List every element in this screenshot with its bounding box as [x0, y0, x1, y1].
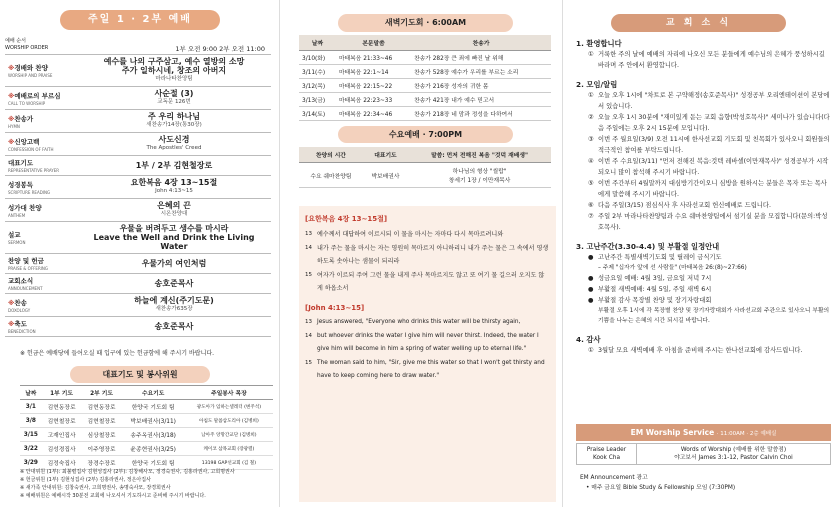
- order-label-ko: 예배 순서: [5, 38, 26, 44]
- em-table: [576, 443, 831, 465]
- verse-number: 14: [305, 333, 312, 339]
- news-item-marker: ⑥: [588, 202, 594, 209]
- worship-item-en: CALL TO WORSHIP: [8, 100, 46, 106]
- worship-row: [5, 87, 271, 110]
- worship-content-line: 예수를 나의 구주삼고, 예수 열방의 소망: [103, 57, 245, 66]
- worship-item-label: 신앙고백: [14, 137, 40, 146]
- worship-item-label: 경배와 찬양: [14, 64, 48, 72]
- worship-item-en: WORSHIP AND PRAISE: [8, 73, 53, 78]
- prayer-header: 날짜: [20, 386, 42, 400]
- news-item-marker: ③: [588, 136, 594, 143]
- worship-content-sub: 시온찬양대: [160, 211, 188, 217]
- star-icon: ※: [8, 320, 15, 328]
- prayer-cell: 송주옥권사(3/18): [122, 428, 185, 442]
- worship-order-header: [5, 38, 271, 54]
- worship-item-en: BENEDICTION: [8, 329, 36, 334]
- verse: [305, 357, 550, 383]
- worship-item-content: [77, 110, 271, 133]
- news-item-text: 주일 2부 마라나타찬양팀과 수요 쉐마찬양팀에서 섬기실 분을 모집합니다(문의:박성호목사).: [598, 213, 828, 231]
- prayer-header: 주일봉사 목장: [185, 386, 273, 400]
- dawn-cell: 3/13(금): [299, 93, 336, 107]
- verse-text: Jesus answered, "Everyone who drinks this water will be thirsty again,: [317, 319, 521, 325]
- worship-content-sub: 새찬송가635장: [155, 306, 193, 312]
- verse-number: 13: [305, 319, 312, 325]
- prayer-cell: 한양국 기도회 팀: [122, 400, 185, 414]
- news-item: [588, 345, 831, 356]
- dawn-cell: 찬송가 421장 내가 예수 믿고서: [411, 93, 551, 107]
- church-news: [576, 38, 831, 356]
- worship-row: [5, 199, 271, 222]
- prayer-cell: 3/15: [20, 428, 42, 442]
- dawn-cell: 마태복음 21:33~46: [336, 51, 411, 65]
- dawn-title: 새벽기도회 · 6:00AM: [338, 14, 513, 32]
- worship-item-name: [5, 156, 77, 176]
- worship-content-line: 요한복음 4장 13~15절: [130, 178, 218, 187]
- worship-row: [5, 222, 271, 254]
- worship-title: 주일 1 · 2부 예배: [60, 10, 220, 30]
- news-item-text: 거룩한 주의 날에 예배의 자리에 나오신 모든 분들에게 예수님의 은혜가 풍성하시길 바라며 주 안에서 환영합니다.: [598, 51, 825, 69]
- em-time: · 11:00AM · 2층 예배실: [716, 431, 777, 437]
- wed-header: 말씀: 먼저 전해진 복음 "것덕 재배생": [408, 147, 551, 163]
- worship-content-sub: The Apostles' Creed: [146, 145, 202, 151]
- prayer-cell: 아침도 말씀삼도리아 (김병희): [185, 414, 273, 428]
- dawn-cell: 3/10(화): [299, 51, 336, 65]
- prayer-cell: 한양국 기도회 팀: [122, 456, 185, 470]
- volunteer-notes: [20, 468, 275, 500]
- worship-item-label: 찬송: [14, 298, 27, 307]
- wednesday-table: [299, 147, 551, 188]
- prayer-cell: 심상철장로: [82, 428, 122, 442]
- news-item-text: 3월달 모요 새벽예배 후 아침을 준비해 주시는 한나선교회에 감사드립니다.: [598, 347, 803, 354]
- dawn-cell: 찬송가 282장 큰 죄에 빠진 날 위해: [411, 51, 551, 65]
- news-column: [566, 0, 835, 507]
- news-item-text: 오늘 오후 1시 30분에 "재미있게 돋는 교회 음향(박성호목사)" 세미나가 있습니다(다음 주일에는 오후 2시 15분에 모입니다).: [598, 114, 830, 132]
- dawn-cell: 마태복음 22:15~22: [336, 79, 411, 93]
- prayer-cell: 김현동장로: [82, 400, 122, 414]
- verse-number: 14: [305, 245, 312, 251]
- worship-item-content: [77, 254, 271, 274]
- worship-row: [5, 317, 271, 337]
- worship-item-content: [77, 199, 271, 222]
- scripture-verses-ko: [305, 228, 550, 295]
- prayer-cell: 13198 GAP선교회 (김 철): [185, 456, 273, 470]
- verse-text: but whoever drinks the water I give him will never thirst. Indeed, the water I give him will become in him a spring of water welling up to eternal life.": [317, 333, 539, 352]
- star-icon: ※: [8, 64, 15, 72]
- volunteer-note: ※ 예배위원은 예배시작 30분전 교회에 나오셔서 기도하시고 준비해 주시기 바랍니다.: [20, 493, 206, 499]
- em-words-label: Words of Worship (예배를 위한 말씀점): [680, 447, 787, 453]
- worship-item-name: [5, 222, 77, 254]
- worship-item-name: [5, 317, 77, 337]
- news-item-marker: ①: [588, 92, 594, 99]
- dawn-cell: 마태복음 22:1~14: [336, 65, 411, 79]
- prayer-cell: 김현철장로: [82, 414, 122, 428]
- worship-item-label: 대표기도: [8, 159, 34, 167]
- wed-header: 대표기도: [363, 147, 408, 163]
- verse: [305, 242, 550, 268]
- verse-number: 15: [305, 360, 312, 366]
- dawn-cell: 마태복음 22:23~33: [336, 93, 411, 107]
- worship-item-content: [77, 87, 271, 110]
- prayer-row: [20, 442, 273, 456]
- prayer-cell: 3/22: [20, 442, 42, 456]
- worship-row: [5, 133, 271, 156]
- em-ann-item: • 매주 금요일 Bible Study & Fellowship 모임 (7:30PM): [586, 485, 736, 491]
- prayer-header: 2부 기도: [82, 386, 122, 400]
- em-leader-name: Kook Cha: [592, 455, 621, 461]
- worship-item-label: 찬송가: [14, 114, 34, 123]
- wed-cell: 수요 쉐마찬양팀: [299, 163, 363, 188]
- prayer-cell: 3/8: [20, 414, 42, 428]
- dawn-row: [299, 51, 551, 65]
- worship-item-name: [5, 133, 77, 156]
- verse: [305, 330, 550, 356]
- prayer-cell: 케이코 삼목교회 (장광렬): [185, 442, 273, 456]
- worship-content-sub: 새찬송가14장(통30장): [146, 122, 202, 128]
- news-item-marker: ●: [588, 275, 594, 282]
- worship-item-label: 설교: [8, 231, 21, 239]
- prayer-table: [20, 385, 273, 470]
- worship-item-en: HYMN: [8, 123, 20, 129]
- verse: [305, 269, 550, 295]
- worship-item-name: [5, 55, 77, 87]
- news-item: [588, 252, 831, 263]
- news-section-heading: 3. 고난주간(3.30-4.4) 및 부활절 일정안내: [576, 242, 720, 251]
- news-item-text: 고난주간 특별새벽기도회 및 릴레이 금식기도: [598, 254, 722, 261]
- worship-content-sub: 교독문 126번: [157, 99, 191, 105]
- worship-item-label: 교회소식: [8, 277, 34, 285]
- em-ann-label: EM Announcement 광고: [580, 475, 648, 481]
- worship-row: [5, 274, 271, 294]
- news-item-text: 이번 주간부터 4월말까지 대심방기간이오니 심방을 원하시는 분들은 목자 또는 목사에게 말씀해 주시기 바랍니다.: [598, 180, 827, 198]
- dawn-row: [299, 65, 551, 79]
- em-leader-label: Praise Leader: [586, 447, 627, 453]
- worship-item-label: 축도: [14, 320, 27, 328]
- dawn-cell: 찬송가 218장 네 맘과 정성을 다하여서: [411, 107, 551, 121]
- volunteer-note: ※ 새가족 안내위원: 김창숙권사, 고희명권사, 송명숙사모, 장경희권사: [20, 485, 171, 491]
- worship-item-en: ANNOUNCEMENT: [8, 286, 43, 291]
- news-item: [588, 273, 831, 284]
- dawn-cell: 3/12(목): [299, 79, 336, 93]
- worship-item-label: 성경봉독: [8, 180, 34, 189]
- worship-item-content: [77, 294, 271, 317]
- worship-content-line: Leave the Well and Drink the Living Water: [93, 233, 255, 251]
- prayer-cell: 이주영장로: [82, 442, 122, 456]
- worship-item-name: [5, 254, 77, 274]
- service-times: 1부 오전 9:00 2부 오전 11:00: [175, 45, 265, 53]
- worship-content-line: 1부 / 2부 김현철장로: [135, 161, 213, 170]
- news-section-heading: 4. 감사: [576, 335, 601, 344]
- news-item: [588, 134, 831, 156]
- prayer-cell: 고재인집사: [42, 428, 82, 442]
- prayer-cell: 광도아가 임하는셀레더 (변주석): [185, 400, 273, 414]
- news-item: [588, 284, 831, 295]
- worship-item-en: PRAISE & OFFERING: [8, 266, 49, 271]
- prayer-cell: 박보배권사(3/11): [122, 414, 185, 428]
- news-item: [588, 90, 831, 112]
- news-item-marker: ⑤: [588, 180, 594, 187]
- worship-item-content: [77, 176, 271, 199]
- verse-number: 13: [305, 231, 312, 237]
- worship-item-label: 성가대 찬양: [8, 203, 42, 212]
- news-item-marker: ②: [588, 114, 594, 121]
- worship-item-content: [77, 274, 271, 294]
- dawn-cell: 3/11(수): [299, 65, 336, 79]
- worship-column: [0, 0, 277, 507]
- star-icon: ※: [8, 91, 15, 100]
- wednesday-title: 수요예배 · 7:00PM: [338, 126, 513, 143]
- worship-content-line: 하늘에 계신(주기도문): [134, 296, 214, 305]
- worship-item-content: [77, 133, 271, 156]
- worship-content-sub: John 4:13~15: [155, 188, 193, 194]
- prayer-header: 수요기도: [122, 386, 185, 400]
- news-sub-item: 부활절 오후 1시에 각 목장별 찬양 및 장기자랑대회가 사라선교회 주관으로 있사오니 부활의 기쁨을 나누는 은혜의 시간 되시길 바랍니다.: [598, 308, 830, 324]
- worship-content-line: 주가 일하시네, 창조의 아버지: [121, 66, 227, 75]
- news-item-marker: ●: [588, 297, 594, 304]
- em-title: EM Worship Service: [630, 428, 715, 437]
- services-column: [283, 0, 559, 507]
- volunteer-note: ※ 헌금위원 (1부) 김현성집사 (2부) 김홍라권사, 정은아집사: [20, 477, 151, 483]
- news-section-heading: 1. 환영합니다: [576, 39, 622, 48]
- dawn-table: [299, 35, 551, 121]
- news-item-marker: ①: [588, 347, 594, 354]
- news-item-marker: ⑦: [588, 213, 594, 220]
- em-words-text: 야고보서 James 3:1-12, Pastor Calvin Choi: [674, 455, 793, 461]
- verse-number: 15: [305, 272, 312, 278]
- wed-header: 찬양의 시간: [299, 147, 363, 163]
- verse-text: 여자가 이르되 주여 그런 물을 내게 주사 목마르지도 않고 또 여기 물 길으러 오지도 않게 하옵소서: [317, 272, 545, 292]
- worship-item-en: CONFESSION OF FAITH: [8, 146, 54, 152]
- news-item: [588, 112, 831, 134]
- news-item: [588, 200, 831, 211]
- worship-content-line: 사도신경: [158, 135, 190, 144]
- worship-item-content: [77, 55, 271, 87]
- verse-text: 예수께서 대답하여 이르시되 이 물을 마시는 자마다 다시 목마르려니와: [317, 231, 504, 238]
- worship-order-table: [5, 54, 271, 337]
- star-icon: ※: [8, 298, 15, 307]
- news-item: [588, 178, 831, 200]
- worship-content-line: 우물을 버려두고 생수를 마시라: [119, 224, 229, 233]
- scripture-ref-en: [John 4:13~15]: [305, 304, 365, 312]
- worship-item-en: ANTHEM: [8, 212, 26, 218]
- prayer-cell: 김정숙집사: [42, 456, 82, 470]
- worship-item-en: DOXOLOGY: [8, 307, 31, 313]
- prayer-cell: 김현철장로: [42, 414, 82, 428]
- order-label-en: WORSHIP ORDER: [5, 45, 49, 51]
- scripture-ref-ko: [요한복음 4장 13~15절]: [305, 215, 388, 223]
- worship-row: [5, 55, 271, 87]
- news-item-text: 부활절 새벽예배: 4월 5일, 주일 새벽 6시: [598, 286, 712, 293]
- news-item-marker: ●: [588, 254, 594, 261]
- dawn-header: 찬송가: [411, 35, 551, 51]
- dawn-row: [299, 107, 551, 121]
- news-sub-item: – 주제 "십자가 앞에 선 사람들" (마태복음 26:(8)~27:66): [598, 265, 747, 271]
- offering-note: ※ 헌금은 예배당에 들어오실 때 입구에 있는 헌금함에 해 주시기 바랍니다.: [20, 350, 215, 357]
- worship-item-name: [5, 87, 77, 110]
- worship-content-line: 은혜의 끈: [157, 201, 191, 210]
- news-item-text: 부활절 감사 목장별 찬양 및 장기자랑대회: [598, 297, 712, 304]
- prayer-cell: 3/29: [20, 456, 42, 470]
- news-item: [588, 211, 831, 233]
- worship-item-name: [5, 274, 77, 294]
- prayer-row: [20, 400, 273, 414]
- star-icon: ※: [8, 114, 15, 123]
- divider: [562, 0, 563, 507]
- news-item-text: 이번 주 수요일(3/11) "먼저 전해진 복음:것텍 레바셀(이만재목사)" 성경공부가 시작되오니 많이 참석해 주시기 바랍니다.: [598, 158, 829, 176]
- dawn-cell: 3/14(토): [299, 107, 336, 121]
- worship-item-content: [77, 222, 271, 254]
- worship-content-sub: 마라나타찬양팀: [155, 76, 193, 82]
- em-title-bar: [576, 424, 831, 441]
- dawn-cell: 찬송가 216장 성자의 귀한 몸: [411, 79, 551, 93]
- worship-content-line: 사순절 (3): [154, 89, 194, 98]
- prayer-cell: 김현동장로: [42, 400, 82, 414]
- news-title: 교 회 소 식: [611, 14, 786, 32]
- news-item-text: 다음 주일(3/15) 점심식사 후 사라선교회 헌신예배로 드립니다.: [598, 202, 771, 209]
- worship-content-line: 주 우리 하나님: [148, 112, 200, 121]
- scripture-verses-en: [305, 316, 550, 383]
- worship-item-label: 예배로의 부르심: [14, 91, 61, 100]
- wed-cell: 하나님의 형상 "씰랍": [452, 169, 507, 175]
- worship-item-name: [5, 294, 77, 317]
- worship-row: [5, 254, 271, 274]
- scripture-box: [299, 206, 556, 502]
- star-icon: ※: [8, 137, 15, 146]
- prayer-cell: 윤종현권사(3/25): [122, 442, 185, 456]
- news-item-marker: ①: [588, 51, 594, 58]
- news-item-text: 성금요일 예배: 4월 3일, 금요일 저녁 7시: [598, 275, 712, 282]
- news-item-text: 이번 주 월요일(3/9) 오전 11시에 한사선교회 기도회 및 친목회가 있사오니 회원들의 적극적인 참여를 부탁드립니다.: [598, 136, 830, 154]
- dawn-cell: 마태복음 22:34~46: [336, 107, 411, 121]
- worship-row: [5, 110, 271, 133]
- worship-item-content: [77, 156, 271, 176]
- worship-item-name: [5, 176, 77, 199]
- worship-item-en: SERMON: [8, 240, 26, 245]
- verse: [305, 316, 550, 329]
- worship-content-line: 송호준목사: [154, 279, 194, 288]
- prayer-cell: 김성경집사: [42, 442, 82, 456]
- prayer-cell: 3/1: [20, 400, 42, 414]
- prayer-cell: 장경수장로: [82, 456, 122, 470]
- wed-cell: 박보배권사: [363, 163, 408, 188]
- worship-row: [5, 294, 271, 317]
- worship-content-line: 우물가의 여인처럼: [141, 259, 207, 268]
- prayer-header: 1부 기도: [42, 386, 82, 400]
- dawn-row: [299, 93, 551, 107]
- worship-item-label: 찬양 및 헌금: [8, 257, 44, 265]
- news-item-text: 오늘 오후 1시에 "차트로 본 구약해정(송호준목사)" 성경공부 오리엔테이션이 본당에서 있습니다.: [598, 92, 830, 110]
- wed-cell: 창세기 1장 / 이만재목사: [448, 178, 511, 184]
- em-announcement: [580, 473, 830, 493]
- prayer-row: [20, 414, 273, 428]
- news-item: [588, 49, 831, 71]
- worship-item-en: REPRESENTATIVE PRAYER: [8, 168, 60, 173]
- verse: [305, 228, 550, 241]
- news-item-marker: ④: [588, 158, 594, 165]
- news-item-marker: ●: [588, 286, 594, 293]
- divider: [279, 0, 280, 507]
- worship-item-name: [5, 110, 77, 133]
- dawn-row: [299, 79, 551, 93]
- verse-text: The woman said to him, "Sir, give me this water so that I won't get thirsty and have to keep coming here to draw water.": [317, 360, 545, 379]
- worship-item-en: SCRIPTURE READING: [8, 189, 51, 195]
- news-item: [588, 156, 831, 178]
- news-item: [588, 295, 831, 306]
- prayer-cell: 남아주 앙망간교단 (김병희): [185, 428, 273, 442]
- dawn-cell: 찬송가 528장 예수가 우리를 부르는 소리: [411, 65, 551, 79]
- news-section-heading: 2. 모임/알림: [576, 80, 618, 89]
- worship-row: [5, 176, 271, 199]
- worship-content-line: 송호준목사: [154, 322, 194, 331]
- prayer-title: 대표기도 및 봉사위원: [70, 366, 210, 383]
- prayer-row: [20, 428, 273, 442]
- worship-item-name: [5, 199, 77, 222]
- dawn-header: 본문말씀: [336, 35, 411, 51]
- verse-text: 내가 주는 물을 마시는 자는 영원히 목마르지 아니하리니 내가 주는 물은 그 속에서 영생하도록 솟아나는 샘물이 되리라: [317, 245, 549, 265]
- dawn-header: 날짜: [299, 35, 336, 51]
- volunteer-note: ※ 안내위원 (1부): 최불렬집사 김현성집사 (2부): 김창해사모, 정경숙권사, 김홍라권사, 고희명권사: [20, 469, 235, 475]
- worship-item-content: [77, 317, 271, 337]
- worship-row: [5, 156, 271, 176]
